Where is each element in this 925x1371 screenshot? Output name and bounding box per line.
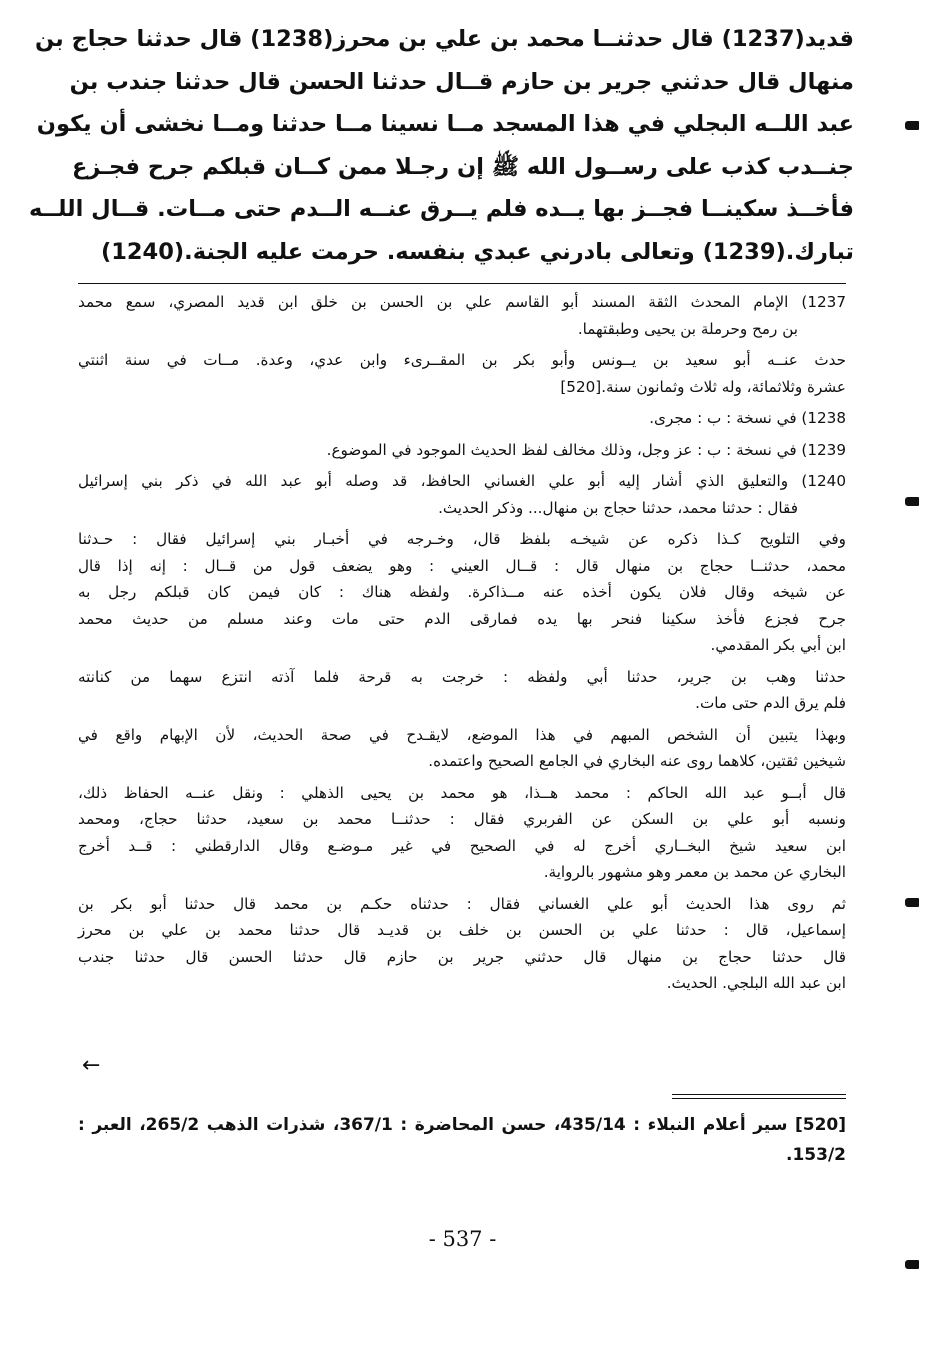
- footnote-line: فلم يرق الدم حتى مات.: [695, 694, 846, 712]
- page-number: - 537 -: [428, 1227, 497, 1251]
- footnote-separator: [78, 283, 846, 284]
- main-text: [28, 18, 854, 273]
- footnote-line: جرح فجزع فأخذ سكينا فنحر بها يده فمارقى الدم حتى مات وعند مسلم من حديث محمد: [78, 609, 846, 628]
- footnote-line: إسماعيل، قال : حدثنا علي بن الحسن بن خلف بن قديـد قال حدثنا محمد بن علي بن محرز: [78, 921, 846, 939]
- reference-line: 153/2.: [786, 1145, 846, 1165]
- main-text-line: منهال قال حدثني جرير بن حازم قــال حدثنا الحسن قال حدثنا جندب بن: [69, 68, 854, 95]
- footnote-line: 1239) في نسخة : ب : عز وجل، وذلك مخالف لفظ الحديث الموجود في الموضوع.: [326, 440, 846, 459]
- footnote-line: ونسبه أبو علي بن السكن عن الفربري فقال : حدثنــا محمد بن سعيد، حدثنا حجاج، ومحمد: [78, 810, 846, 828]
- footnote-paragraph: [78, 891, 846, 997]
- footnote-line: محمد، حدثنــا حجاج بن منهال قال : قــال العيني : وهو يضعف قول من قــال : إنه إذا قال: [78, 556, 846, 575]
- footnote-line: وفي التلويح كـذا ذكره عن شيخـه بلفظ قال، وخـرجه في أخبـار بني إسرائيل فقال : حـدثنا: [78, 530, 846, 548]
- footnote-1237: [78, 289, 846, 342]
- footnote-line: البخاري عن محمد بن معمر وهو مشهور بالرواية.: [543, 863, 846, 881]
- footnote-line: ابن عبد الله البلجي. الحديث.: [666, 974, 846, 992]
- footnote-line: ابن سعيد شيخ البخــاري أخرج له في الصحيح في غير مـوضـع وقال الدارقطني : قــد أخرج: [78, 836, 846, 855]
- footnote-line: حدث عنــه أبو سعيد بن يــونس وأبو بكر بن المقــرىء وابن عدي، وعدة. مــات في سنة اثنتي: [78, 351, 846, 369]
- footnote-line: قال حدثنا حجاج بن منهال قال حدثني جرير بن حازم قال حدثنا الحسن قال حدثنا جندب: [78, 947, 846, 966]
- footnote-line: 1238) في نسخة : ب : مجرى.: [649, 409, 846, 427]
- footnote-line: قال أبــو عبد الله الحاكم : محمد هــذا، هو محمد بن يحيى الذهلي : ونقل عنــه الحفاظ ذلك،: [78, 783, 846, 802]
- main-text-line: عبد اللــه البجلي في هذا المسجد مــا نسينا مــا حدثنا ومــا نخشى أن يكون: [36, 111, 854, 137]
- footnotes: [78, 289, 846, 1002]
- footnote-line: بن رمح وحرملة بن يحيى وطبقتهما.: [577, 319, 798, 338]
- main-text-line: جنــدب كذب على رســول الله ﷺ إن رجـلا ممن كــان قبلكم جرح فجـزع: [72, 153, 854, 180]
- footnote-line: عشرة وثلاثمائة، وله ثلاث وثمانون سنة.[520]: [560, 377, 846, 396]
- footnote-line: ابن أبي بكر المقدمي.: [710, 636, 846, 654]
- footnote-line: ثم روى هذا الحديث أبو علي الغساني فقال : حدثناه حكـم بن محمد قال حدثنا أبو بكر بن: [78, 894, 846, 913]
- footnote-line: حدثنا وهب بن جرير، حدثنا أبي ولفظه : خرجت به قرحة فلما آذته انتزع سهما من كنانته: [78, 667, 846, 686]
- margin-mark-icon: [905, 898, 919, 907]
- footnote-paragraph: [78, 780, 846, 886]
- footnote-1238: [78, 405, 846, 432]
- footnote-line: وبهذا يتبين أن الشخص المبهم في هذا الموضع، لايقـدح في صحة الحديث، لأن الإبهام واقع في: [78, 725, 846, 744]
- footnote-1239: [78, 437, 846, 464]
- reference-note: [78, 1110, 846, 1170]
- footnote-paragraph: [78, 722, 846, 775]
- footnote-line: عن شيخه وقال فلان يكون أخذه عنه مــذاكرة. ولفظه هناك : كان فيمن كان قبلكم رجل به: [78, 583, 846, 601]
- footnote-paragraph: [78, 664, 846, 717]
- footnote-line: 1237) الإمام المحدث الثقة المسند أبو القاسم علي بن الحسن بن خلق ابن قديد المصري، سمع محمد: [78, 293, 846, 311]
- footnote-line: فقال : حدثنا محمد، حدثنا حجاج بن منهال... وذكر الحديث.: [438, 498, 798, 517]
- main-text-line: فأخــذ سكينــا فجــز بها يــده فلم يــرق عنــه الــدم حتى مــات. قــال اللــه: [28, 196, 854, 222]
- margin-mark-icon: [905, 121, 919, 130]
- footnote-1240: [78, 468, 846, 521]
- footnote-line: شيخين ثقتين، كلاهما روى عنه البخاري في الجامع الصحيح واعتمده.: [428, 752, 846, 770]
- footnote-line: 1240) والتعليق الذي أشار إليه أبو علي الغساني الحافظ، قد وصله أبو عبد الله في ذكر بني إسرائيل: [78, 472, 846, 490]
- margin-mark-icon: [905, 497, 919, 506]
- margin-mark-icon: [905, 1260, 919, 1269]
- reference-separator: [672, 1094, 846, 1099]
- continuation-arrow-icon: ←: [82, 1053, 101, 1078]
- main-text-line: تبارك.(1239) وتعالى بادرني عبدي بنفسه. حرمت عليه الجنة.(1240): [100, 238, 854, 265]
- main-text-line: قديد(1237) قال حدثنــا محمد بن علي بن محرز(1238) قال حدثنا حجاج بن: [35, 26, 854, 52]
- footnote-1237-continued: [78, 347, 846, 400]
- footnote-paragraph: [78, 526, 846, 659]
- reference-line: [520] سير أعلام النبلاء : 435/14، حسن المحاضرة : 367/1، شذرات الذهب 265/2، العبر :: [78, 1115, 847, 1135]
